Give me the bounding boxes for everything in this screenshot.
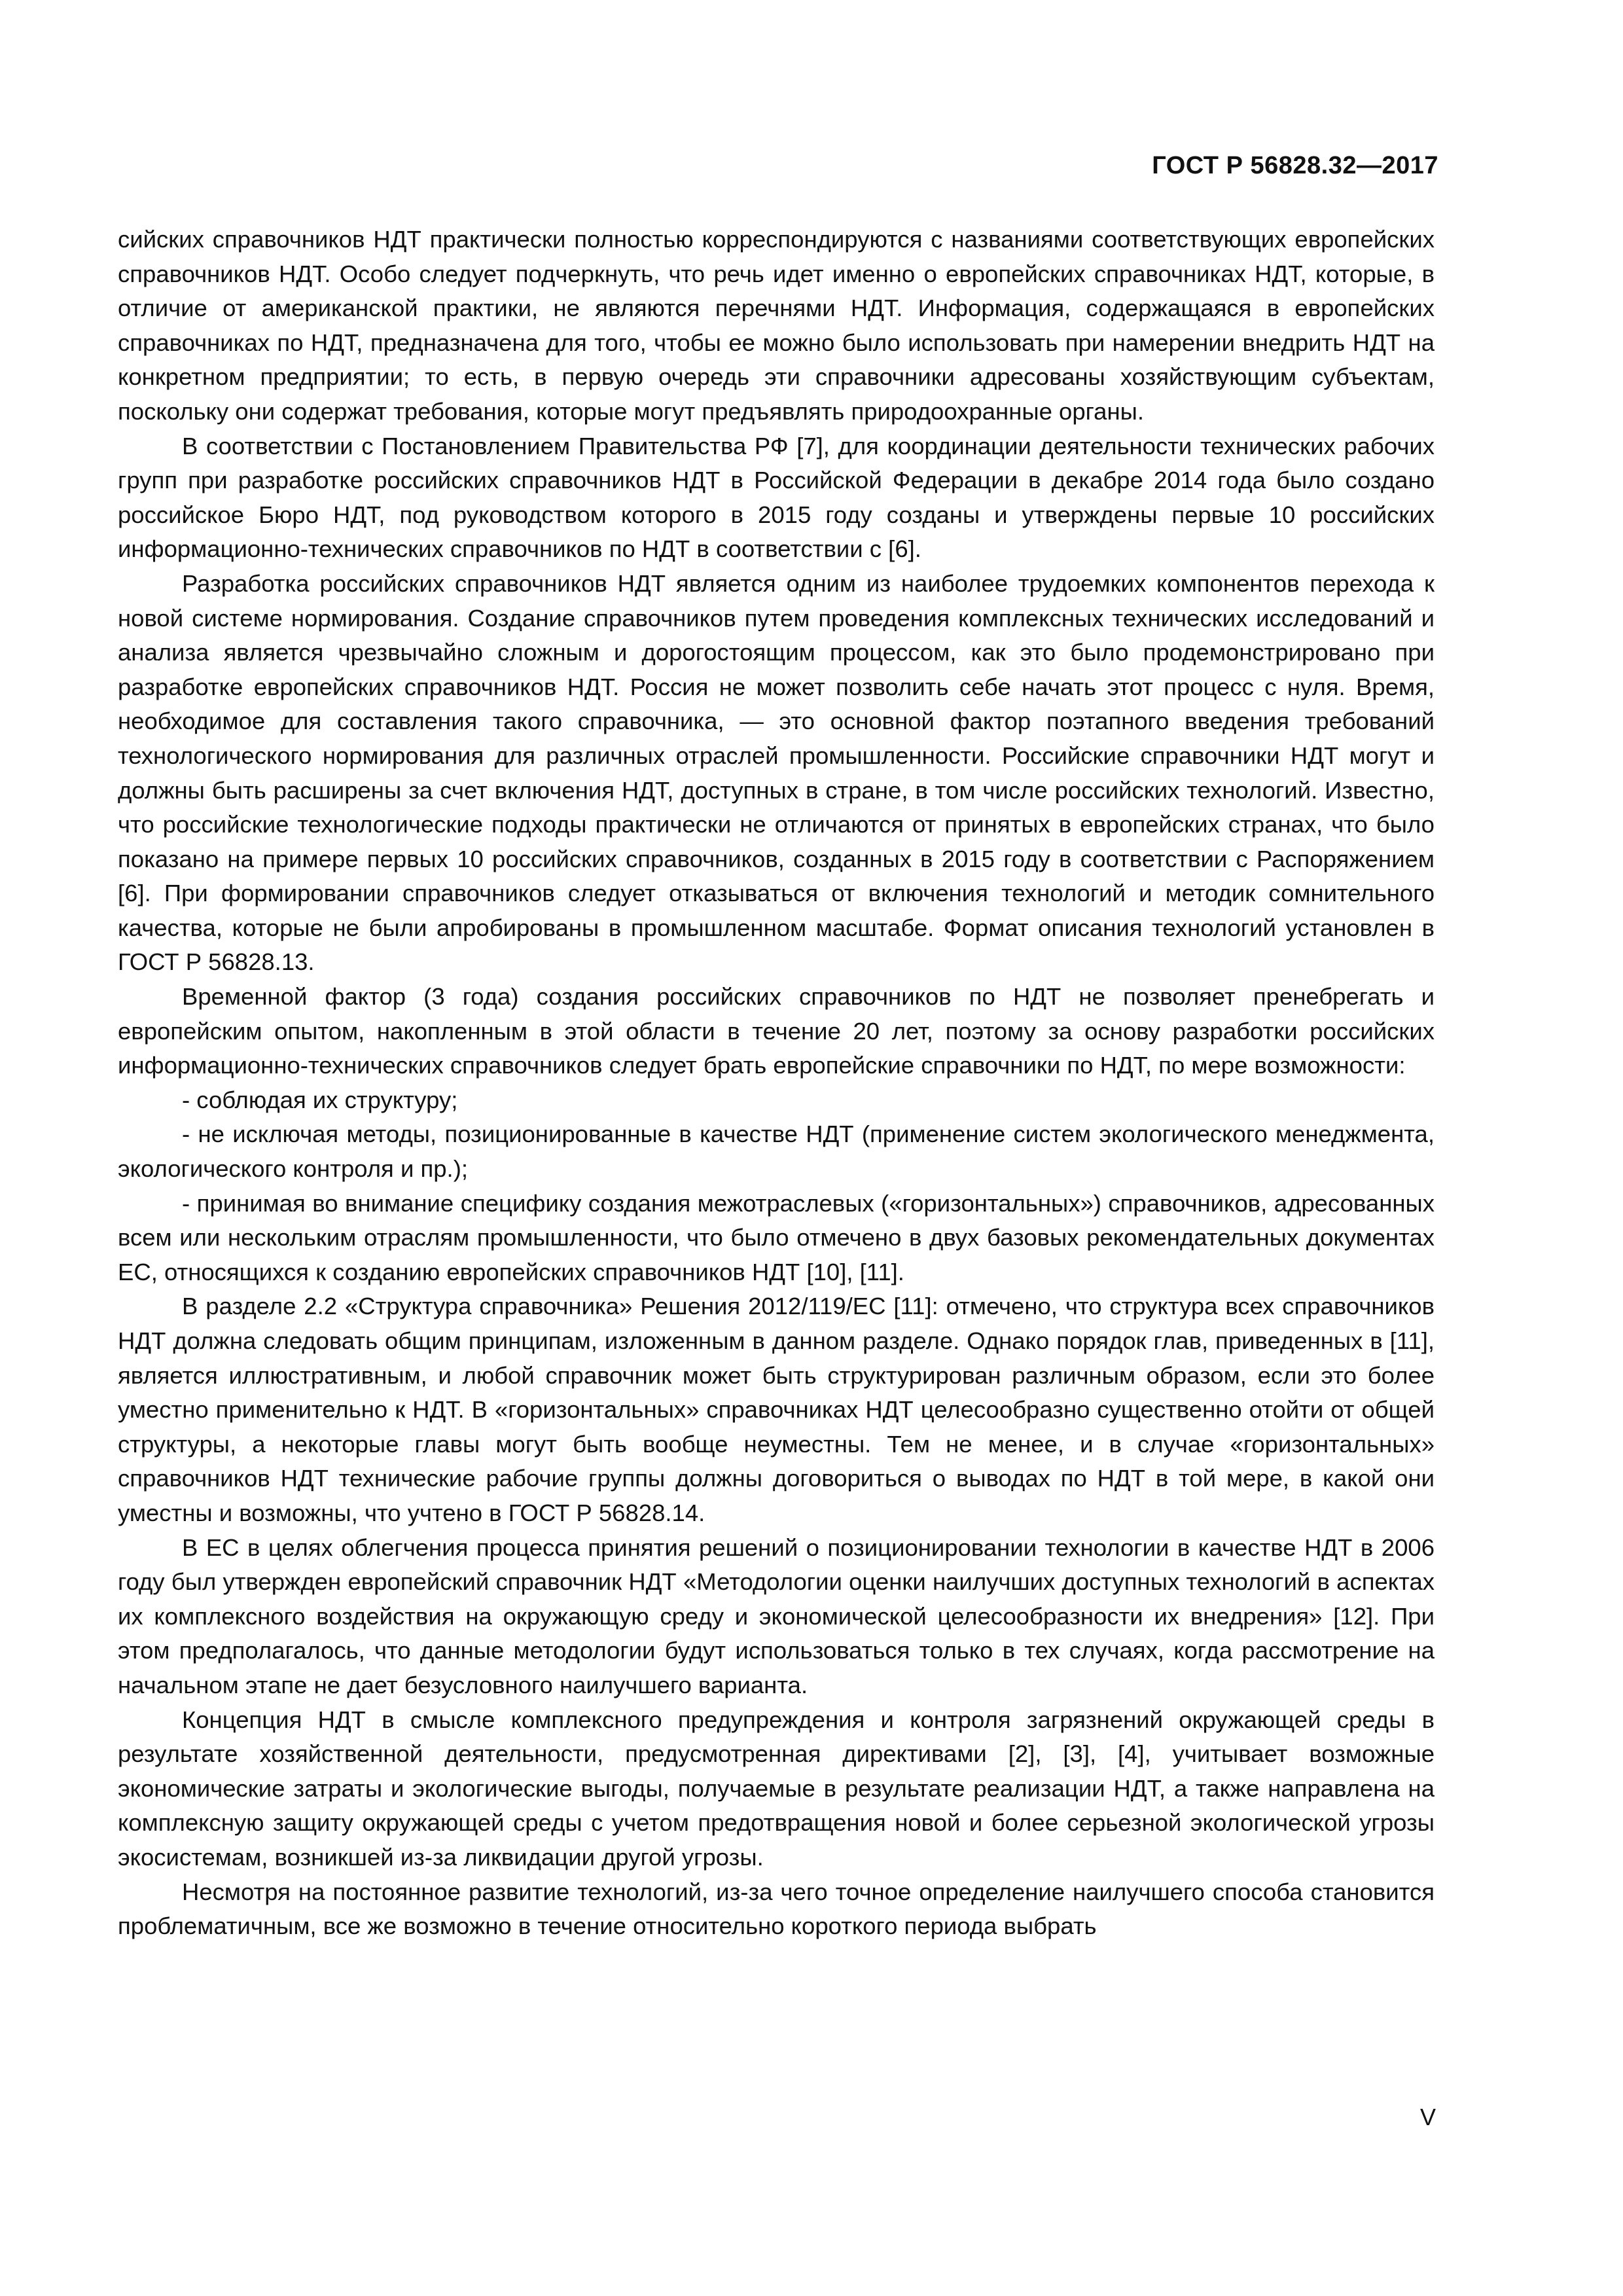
paragraph-1: сийских справочников НДТ практически полностью корреспондируются с названиями соответствующих европейских справочников НДТ. Особо следует подчеркнуть, что речь идет именно о европейских справочниках НДТ, которые, в отличие от американской практики, не являются перечнями НДТ. Информация, содержащаяся в европейских справочниках по НДТ, предназначена для того, чтобы ее можно было использовать при намерении внедрить НДТ на конкретном предприятии; то есть, в первую очередь эти справочники адресованы хозяйствующим субъектам, поскольку они содержат требования, которые могут предъявлять природоохранные органы. [118,226,1435,425]
paragraph-4: Временной фактор (3 года) создания российских справочников по НДТ не позволяет пренебрегать и европейским опытом, накопленным в этой области в течение 20 лет, поэтому за основу разработки российских информационно-технических справочников следует брать европейские справочники по НДТ, по мере возможности: [118,983,1435,1079]
paragraph-3: Разработка российских справочников НДТ является одним из наиболее трудоемких компонентов перехода к новой системе нормирования. Создание справочников путем проведения комплексных технических исследований и анализа является чрезвычайно сложным и дорогостоящим процессом, как это было продемонстрировано при разработке европейских справочников НДТ. Россия не может позволить себе начать этот процесс с нуля. Время, необходимое для составления такого справочника, — это основной фактор поэтапного введения требований технологического нормирования для различных отраслей промышленности. Российские справочники НДТ могут и должны быть расширены за счет включения НДТ, доступных в стране, в том числе российских технологий. Известно, что российские технологические подходы практически не отличаются от принятых в европейских странах, что было показано на примере первых 10 российских справочников, созданных в 2015 году в соответствии с Распоряжением [6]. При формировании справочников следует отказываться от включения технологий и методик сомнительного качества, которые не были апробированы в промышленном масштабе. Формат описания технологий установлен в ГОСТ Р 56828.13. [118,569,1435,976]
paragraph-6: В ЕС в целях облегчения процесса принятия решений о позиционировании технологии в качестве НДТ в 2006 году был утвержден европейский справочник НДТ «Методологии оценки наилучших доступных технологий в аспектах их комплексного воздействия на окружающую среду и экономической целесообразности их внедрения» [12]. При этом предполагалось, что данные методологии будут использоваться только в тех случаях, когда рассмотрение на начальном этапе не дает безусловного наилучшего варианта. [118,1534,1435,1698]
list-item-2: - не исключая методы, позиционированные в качестве НДТ (применение систем экологического менеджмента, экологического контроля и пр.); [118,1121,1435,1183]
list-item-1: - соблюдая их структуру; [182,1086,458,1113]
paragraph-5: В разделе 2.2 «Структура справочника» Решения 2012/119/ЕС [11]: отмечено, что структура всех справочников НДТ должна следовать общим принципам, изложенным в данном разделе. Однако порядок глав, приведенных в [11], является иллюстративным, и любой справочник может быть структурирован различным образом, если это более уместно применительно к НДТ. В «горизонтальных» справочниках НДТ целесообразно существенно отойти от общей структуры, а некоторые главы могут быть вообще неуместны. Тем не менее, и в случае «горизонтальных» справочников НДТ технические рабочие группы должны договориться о выводах по НДТ в той мере, в какой они уместны и возможны, что учтено в ГОСТ Р 56828.14. [118,1293,1435,1526]
paragraph-2: В соответствии с Постановлением Правительства РФ [7], для координации деятельности технических рабочих групп при разработке российских справочников НДТ в Российской Федерации в декабре 2014 года было создано российское Бюро НДТ, под руководством которого в 2015 году созданы и утверждены первые 10 российских информационно-технических справочников по НДТ в соответствии с [6]. [118,432,1435,563]
list-item-3: - принимая во внимание специфику создания межотраслевых («горизонтальных») справочников, адресованных всем или нескольким отраслям промышленности, что было отмечено в двух базовых рекомендательных документах ЕС, относящихся к созданию европейских справочников НДТ [10], [11]. [118,1189,1435,1285]
document-header-standard-id: ГОСТ Р 56828.32—2017 [1152,152,1438,179]
page-number: V [1419,2104,1436,2130]
document-body [118,223,1435,1944]
paragraph-8: Несмотря на постоянное развитие технологий, из-за чего точное определение наилучшего способа становится проблематичным, все же возможно в течение относительно короткого периода выбрать [118,1878,1435,1940]
paragraph-7: Концепция НДТ в смысле комплексного предупреждения и контроля загрязнений окружающей среды в результате хозяйственной деятельности, предусмотренная директивами [2], [3], [4], учитывает возможные экономические затраты и экологические выгоды, получаемые в результате реализации НДТ, а также направлена на комплексную защиту окружающей среды с учетом предотвращения новой и более серьезной экологической угрозы экосистемам, возникшей из-за ликвидации другой угрозы. [118,1706,1435,1871]
